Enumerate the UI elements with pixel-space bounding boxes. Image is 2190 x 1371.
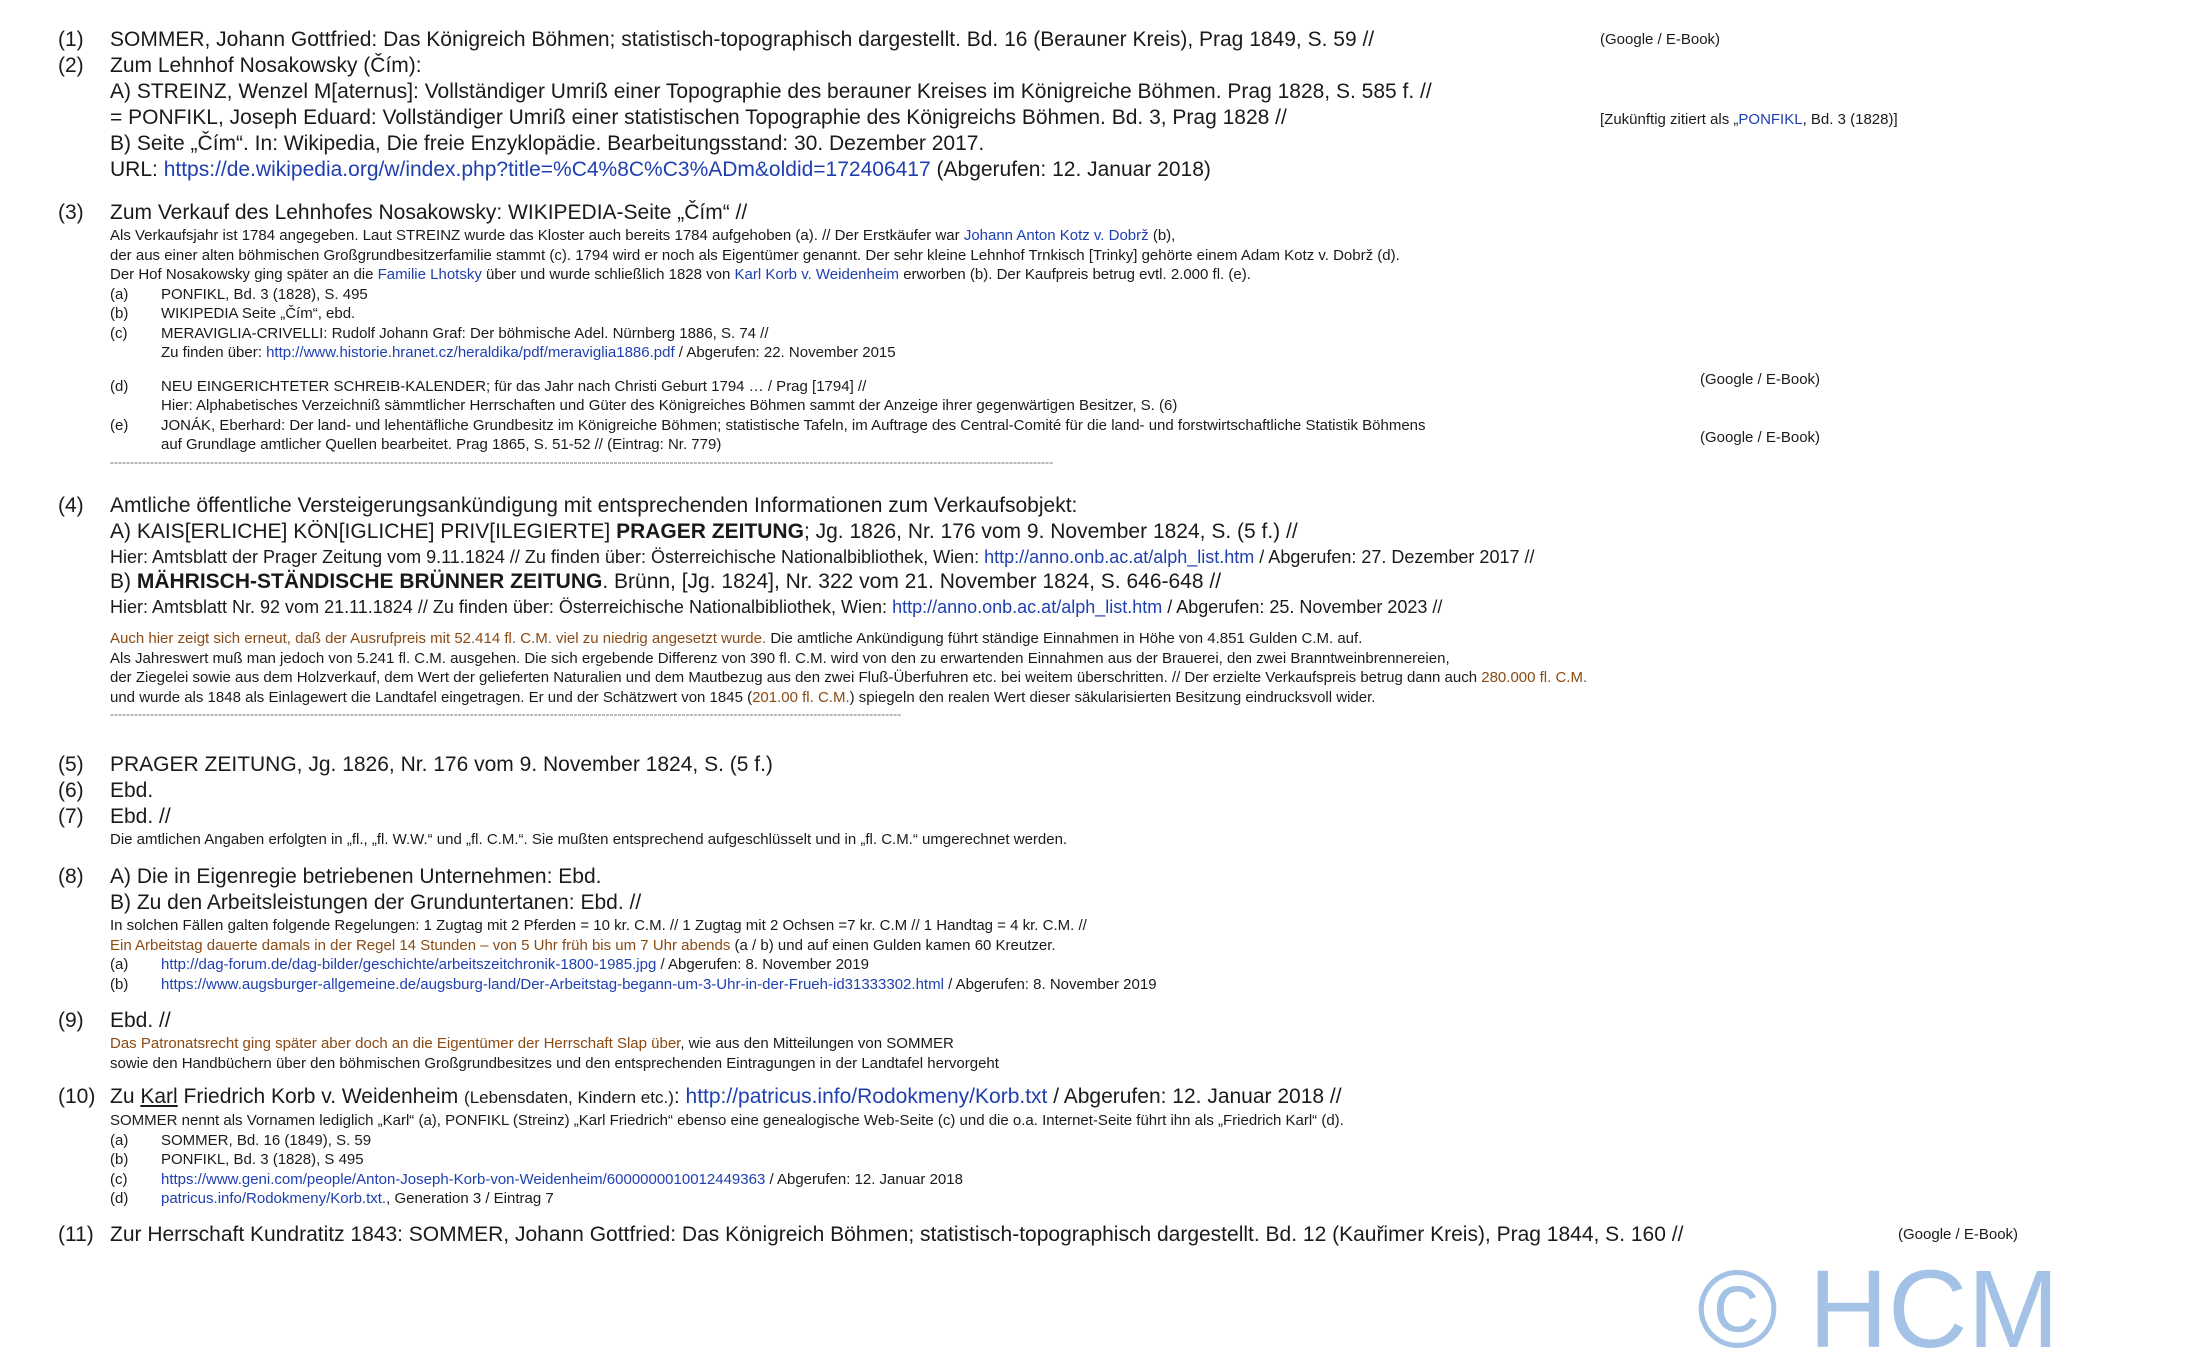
- footnote-number: (1): [58, 28, 84, 51]
- geni-link[interactable]: https://www.geni.com/people/Anton-Joseph-Korb-von-Weidenheim/6000000010012449363: [161, 1170, 766, 1188]
- anno-link[interactable]: http://anno.onb.ac.at/alph_list.htm: [984, 547, 1255, 567]
- footnote-number: (7): [58, 805, 84, 828]
- url-line: [110, 157, 2110, 183]
- reference-b: B) Seite „Čím“. In: Wikipedia, Die freie Enzyklopädie. Bearbeitungsstand: 30. Dezember 2017.: [110, 132, 985, 155]
- paragraph: Ein Arbeitstag dauerte damals in der Regel 14 Stunden – von 5 Uhr früh bis um 7 Uhr abends (a / b) und auf einen Gulden kamen 60 Kreutzer.: [110, 936, 1056, 954]
- paragraph: Die amtlichen Angaben erfolgten in „fl., „fl. W.W.“ und „fl. C.M.“. Sie mußten entsprechend aufgeschlüsselt und in „fl. C.M.“ umgerechnet werden.: [110, 831, 1068, 848]
- reference-item: (b) https://www.augsburger-allgemeine.de/augsburg-land/Der-Arbeitstag-begann-um-3-Uhr-in-der-Frueh-id31333302.html / Abgerufen: 8. November 2019: [110, 975, 1157, 993]
- paragraph: und wurde als 1848 als Einlagewert die Landtafel eingetragen. Er und der Schätzwert von 1845 (201.00 fl. C.M.) spiegeln den realen Wert dieser säkularisierten Besitzung eindrucksvoll wider.: [110, 688, 1376, 706]
- footnote-number: (8): [58, 865, 84, 888]
- anno-link[interactable]: http://anno.onb.ac.at/alph_list.htm: [892, 597, 1163, 617]
- reference-a: A) Die in Eigenregie betriebenen Unternehmen: Ebd.: [110, 865, 602, 888]
- footnote-number: (5): [58, 753, 84, 776]
- footnote-number: (4): [58, 494, 84, 517]
- reference-item: (a) PONFIKL, Bd. 3 (1828), S. 495: [110, 285, 368, 303]
- reference-item: (b) WIKIPEDIA Seite „Čím“, ebd.: [110, 305, 356, 322]
- paragraph: Als Jahreswert muß man jedoch von 5.241 fl. C.M. ausgehen. Die sich ergebende Differenz von 390 fl. C.M. wird von den zu erwartenden Einnahmen aus der Brauerei, den zwei Branntweinbrennereien,: [110, 649, 1450, 667]
- reference-item: (d) patricus.info/Rodokmeny/Korb.txt., Generation 3 / Eintrag 7: [110, 1190, 554, 1207]
- reference-equivalent: = PONFIKL, Joseph Eduard: Vollständiger Umriß einer statistischen Topographie des Königreichs Böhmen. Bd. 3, Prag 1828 //: [110, 106, 1287, 129]
- footnote-text: Zur Herrschaft Kundratitz 1843: SOMMER, Johann Gottfried: Das Königreich Böhmen; statistisch-topographisch dargestellt. Bd. 12 (Kauřimer Kreis), Prag 1844, S. 160 //: [110, 1223, 1684, 1246]
- footnote-text: SOMMER, Johann Gottfried: Das Königreich Böhmen; statistisch-topographisch dargestellt. Bd. 16 (Berauner Kreis), Prag 1849, S. 59 //: [110, 28, 1375, 51]
- paragraph: Das Patronatsrecht ging später aber doch an die Eigentümer der Herrschaft Slap über, wie aus den Mitteilungen von SOMMER: [110, 1035, 954, 1052]
- reference-detail: Hier: Amtsblatt Nr. 92 vom 21.11.1824 // Zu finden über: Österreichische Nationalbibliothek, Wien: http://anno.onb.ac.at/alph_list.htm / Abgerufen: 25. November 2023 //: [110, 597, 1443, 617]
- reference-item: (c) MERAVIGLIA-CRIVELLI: Rudolf Johann Graf: Der böhmische Adel. Nürnberg 1886, S. 74 //: [110, 324, 769, 342]
- url-retrieved: (Abgerufen: 12. Januar 2018): [936, 158, 1211, 181]
- footnote-number: (11): [58, 1223, 94, 1246]
- footnote-title: Zum Verkauf des Lehnhofes Nosakowsky: WIKIPEDIA-Seite „Čím“ //: [110, 201, 748, 224]
- paragraph: sowie den Handbüchern über den böhmischen Großgrundbesitzes und den entsprechenden Eintragungen in der Landtafel hervorgeht: [110, 1054, 999, 1072]
- reference-item: (d) NEU EINGERICHTETER SCHREIB-KALENDER; für das Jahr nach Christi Geburt 1794 … / Prag [1794] //: [110, 377, 867, 395]
- reference-a: A) STREINZ, Wenzel M[aternus]: Vollständiger Umriß einer Topographie des berauner Kreises im Königreiche Böhmen. Prag 1828, S. 585 f. //: [110, 80, 1432, 103]
- paragraph: Der Hof Nosakowsky ging später an die Familie Lhotsky über und wurde schließlich 1828 von Karl Korb v. Weidenheim erworben (b). Der Kaufpreis betrug evtl. 2.000 fl. (e).: [110, 266, 1251, 283]
- wikipedia-link[interactable]: https://de.wikipedia.org/w/index.php?title=%C4%8C%C3%ADm&oldid=172406417: [163, 158, 931, 181]
- footnote-text: Ebd.: [110, 779, 154, 802]
- source-note: (Google / E-Book): [1700, 429, 1821, 446]
- footnote-title: Zum Lehnhof Nosakowsky (Čím):: [110, 54, 422, 77]
- footnote-number: (3): [58, 201, 84, 224]
- reference-b: B) Zu den Arbeitsleistungen der Grunduntertanen: Ebd. //: [110, 891, 642, 914]
- paragraph: SOMMER nennt als Vornamen lediglich „Karl“ (a), PONFIKL (Streinz) „Karl Friedrich“ ebenso eine genealogische Web-Seite (c) und die o.a. Internet-Seite führt ihn als „Friedrich Karl“ (d).: [110, 1112, 1344, 1129]
- dag-forum-link[interactable]: http://dag-forum.de/dag-bilder/geschichte/arbeitszeitchronik-1800-1985.jpg: [161, 956, 657, 973]
- paragraph: der Ziegelei sowie aus dem Holzverkauf, dem Wert der gelieferten Naturalien und dem Mautbezug aus den zwei Fluß-Überfuhren etc. bei weitem überschritten. // Der erzielte Verkaufspreis betrug dann auch 280.000 fl. C.M.: [110, 669, 1588, 686]
- reference-item: (e) JONÁK, Eberhard: Der land- und lehentäfliche Grundbesitz im Königreiche Böhmen; statistische Tafeln, im Auftrage des Central-Comité für die land- und forstwirtschaftliche Statistik Böhmens: [110, 416, 1426, 434]
- reference-item: (b) PONFIKL, Bd. 3 (1828), S 495: [110, 1151, 364, 1168]
- citation-note: [Zukünftig zitiert als „PONFIKL, Bd. 3 (1828)]: [1600, 111, 1898, 128]
- reference-b: B) MÄHRISCH-STÄNDISCHE BRÜNNER ZEITUNG. Brünn, [Jg. 1824], Nr. 322 vom 21. November 1824, S. 646-648 //: [110, 570, 1222, 593]
- footnote-title: Zu Karl Friedrich Korb v. Weidenheim (Lebensdaten, Kindern etc.): http://patricus.info/Rodokmeny/Korb.txt / Abgerufen: 12. Januar 2018 //: [110, 1085, 1342, 1108]
- reference-detail: Hier: Amtsblatt der Prager Zeitung vom 9.11.1824 // Zu finden über: Österreichische Nationalbibliothek, Wien: http://anno.onb.ac.at/alph_list.htm / Abgerufen: 27. Dezember 2017 //: [110, 547, 1535, 567]
- paragraph: Auch hier zeigt sich erneut, daß der Ausrufpreis mit 52.414 fl. C.M. viel zu niedrig angesetzt wurde. Die amtliche Ankündigung führt ständige Einnahmen in Höhe von 4.851 Gulden C.M. auf.: [110, 630, 1363, 647]
- separator-rule: ------------------------------------------------------------------------------------------------------------------------------------------------------------------------------------------------------: [110, 707, 902, 721]
- source-note: (Google / E-Book): [1898, 1226, 2019, 1243]
- reference-item: (a) SOMMER, Bd. 16 (1849), S. 59: [110, 1131, 372, 1149]
- person-link[interactable]: Johann Anton Kotz v. Dobrž: [963, 227, 1149, 244]
- historie-link[interactable]: http://www.historie.hranet.cz/heraldika/pdf/meraviglia1886.pdf: [266, 344, 675, 361]
- footnote-number: (2): [58, 54, 84, 77]
- patricus-link[interactable]: patricus.info/Rodokmeny/Korb.txt.: [161, 1190, 387, 1207]
- paragraph: der aus einer alten böhmischen Großgrundbesitzerfamilie stammt (c). 1794 wird er noch als Eigentümer genannt. Der sehr kleine Lehnhof Trnkisch [Trinky] gehörte einem Adam Kotz v. Dobrž (d).: [110, 246, 1400, 264]
- copyright-watermark: © HCM: [1697, 1248, 2060, 1371]
- reference-a: A) KAIS[ERLICHE] KÖN[IGLICHE] PRIV[ILEGIERTE] PRAGER ZEITUNG; Jg. 1826, Nr. 176 vom 9. November 1824, S. (5 f.) //: [110, 520, 1298, 543]
- source-note: (Google / E-Book): [1600, 31, 1721, 48]
- reference-item: (a) http://dag-forum.de/dag-bilder/geschichte/arbeitszeitchronik-1800-1985.jpg / Abgerufen: 8. November 2019: [110, 956, 869, 973]
- footnote-number: (10): [58, 1085, 96, 1108]
- patricus-link[interactable]: http://patricus.info/Rodokmeny/Korb.txt: [685, 1085, 1048, 1108]
- augsburger-link[interactable]: https://www.augsburger-allgemeine.de/augsburg-land/Der-Arbeitstag-begann-um-3-Uhr-in-der-Frueh-id31333302.html: [161, 975, 944, 993]
- footnote-title: Amtliche öffentliche Versteigerungsankündigung mit entsprechenden Informationen zum Verkaufsobjekt:: [110, 494, 1078, 517]
- paragraph: Als Verkaufsjahr ist 1784 angegeben. Laut STREINZ wurde das Kloster auch bereits 1784 aufgehoben (a). // Der Erstkäufer war Johann Anton Kotz v. Dobrž (b),: [110, 227, 1176, 244]
- footnote-text: Ebd. //: [110, 1009, 171, 1032]
- footnote-text: Ebd. //: [110, 805, 171, 828]
- reference-continuation: Hier: Alphabetisches Verzeichniß sämmtlicher Herrschaften und Güter des Königreiches Böhmen sammt der Anzeige ihrer gegenwärtigen Besitzer, S. (6): [161, 397, 1178, 414]
- footnote-number: (6): [58, 779, 84, 802]
- reference-continuation: auf Grundlage amtlicher Quellen bearbeitet. Prag 1865, S. 51-52 // (Eintrag: Nr. 779): [161, 436, 722, 453]
- separator-rule: --------------------------------------------------------------------------------------------------------------------------------------------------------------------------------------------------------------------------------------------: [110, 454, 1054, 469]
- source-note: (Google / E-Book): [1700, 371, 1821, 388]
- person-link[interactable]: Karl Korb v. Weidenheim: [734, 266, 900, 283]
- reference-continuation: Zu finden über: http://www.historie.hranet.cz/heraldika/pdf/meraviglia1886.pdf / Abgerufen: 22. November 2015: [161, 344, 896, 361]
- reference-item: (c) https://www.geni.com/people/Anton-Joseph-Korb-von-Weidenheim/6000000010012449363 / Abgerufen: 12. Januar 2018: [110, 1170, 963, 1188]
- url-label: URL:: [110, 158, 158, 181]
- footnote-number: (9): [58, 1009, 84, 1032]
- footnote-text: PRAGER ZEITUNG, Jg. 1826, Nr. 176 vom 9. November 1824, S. (5 f.): [110, 753, 773, 776]
- paragraph: In solchen Fällen galten folgende Regelungen: 1 Zugtag mit 2 Pferden = 10 kr. C.M. // 1 Zugtag mit 2 Ochsen =7 kr. C.M // 1 Handtag = 4 kr. C.M. //: [110, 917, 1087, 934]
- family-link[interactable]: Familie Lhotsky: [377, 266, 482, 283]
